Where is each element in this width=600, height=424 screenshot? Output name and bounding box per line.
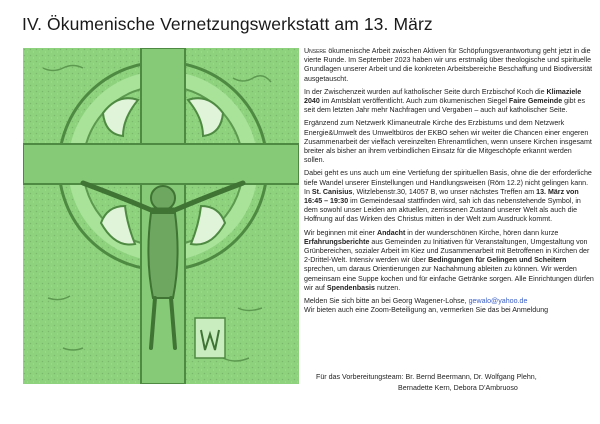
text: Melden Sie sich bitte an bei Georg Wagener-Lohse, (304, 297, 469, 306)
cross-sculpture-image (23, 48, 299, 384)
text: sprechen, um daraus Orientierungen zur Nachahmung ableiten zu können. Wir werden gemeinsam eine Suppe kochen und für einfache Getränke sorgen. Alle Einrichtungen dürfen wir auf (304, 265, 594, 292)
paragraph-netzwerk: Ergänzend zum Netzwerk Klimaneutrale Kirche des Erzbistums und dem Netzwerk Energie&Umwelt des Umweltbüros der EKBO sehen wir weiter die Chancen einer engeren Zusammenarbeit der vielfach vereinzelten Ehrenamtlichen, wenn unsere Kirchen insgesamt breiter als bisher an ihrem verbindlichen Einsatz für die Mitgeschöpfe erkannt werden sollen. (304, 119, 592, 165)
text: in der wunderschönen Kirche, hören dann kurze (405, 228, 559, 237)
bold-klimaziele: Klimaziele 2040 (304, 87, 582, 106)
paragraph-intro (304, 47, 594, 84)
bold-date-time: 13. März von 16:45 – 19:30 (304, 187, 579, 206)
footer-line-1: Für das Vorbereitungsteam: Br. Bernd Beermann, Dr. Wolfgang Plehn, (316, 373, 537, 381)
zoom-note: Wir bieten auch eine Zoom-Beteiligung an, vermerken Sie das bei Anmeldung (304, 306, 549, 315)
paragraph-spirituelle-basis (304, 169, 594, 224)
bold-erfahrungsberichte: Erfahrungsberichte (304, 237, 370, 246)
text: gibt es seit dem letzten Jahr mehr Nachfragen und Vergaben – auch auf katholischer Seite. (304, 97, 586, 115)
text: , Witzlebenstr.30, 14057 B, wo unser nächstes Treffen am (352, 187, 537, 196)
bold-spendenbasis: Spendenbasis (326, 283, 375, 292)
footer-team (316, 372, 596, 394)
bold-bedingungen: Bedingungen für Gelingen und Scheitern (428, 256, 567, 265)
bold-st-canisius: St. Canisius (311, 187, 353, 196)
paragraph-anmeldung (304, 297, 594, 315)
bold-faire-gemeinde: Faire Gemeinde (508, 97, 563, 106)
text: In der Zwischenzeit wurden auf katholischer Seite durch Erzbischof Koch die (304, 87, 547, 96)
text: im Gemeindesaal stattfinden wird, sah ich das nebenstehende Symbol, in dem sowohl unser Leiden am aktuellen, zerrissenen Zustand unserer Welt als auch die Hoffnung auf das Wirken des Christus mitten in der Welt zum Ausdruck kommt. (304, 197, 581, 224)
lead-word: Unsere (304, 47, 327, 55)
text: Wir beginnen mit einer (304, 228, 377, 237)
footer-line-2: Bernadette Kern, Debora D’Ambruoso (398, 384, 518, 392)
paragraph-klimaziele (304, 88, 594, 116)
page-title: IV. Ökumenische Vernetzungswerkstatt am 13. März (22, 14, 433, 34)
text: im Amtsblatt veröffentlicht. Auch zum ökumenischen Siegel (319, 97, 509, 106)
paragraph-programm (304, 229, 594, 293)
article-body (304, 47, 594, 319)
text: nutzen. (374, 283, 401, 292)
paragraph-text: ökumenische Arbeit zwischen Aktiven für Schöpfungsverantwortung geht jetzt in die vierte Runde. Im September 2023 haben wir uns erstmalig über theologische und spirituelle Grundlagen unserer Arbeit und die konkreten Arbeitsbereiche Beschaffung und Biodiversität ausgetauscht. (304, 47, 593, 83)
text: aus Gemeinden zu Initiativen für Veranstaltungen, Umgestaltung von Grünbereichen, sozialer Arbeit im Kiez und Zusammenarbeit mit Betroffenen in Kirchen der 2-Drittel-Welt. Intensiv werden wir über (304, 237, 590, 265)
text: Dabei geht es uns auch um eine Vertiefung der spirituellen Basis, ohne die der erforderliche tiefe Wandel unserer Einstellungen und Handlungsweisen (Röm 12.2) nicht gelingen kann. In (304, 169, 592, 196)
email-link[interactable]: gewalo@yahoo.de (468, 297, 528, 306)
bold-andacht: Andacht (376, 228, 406, 237)
